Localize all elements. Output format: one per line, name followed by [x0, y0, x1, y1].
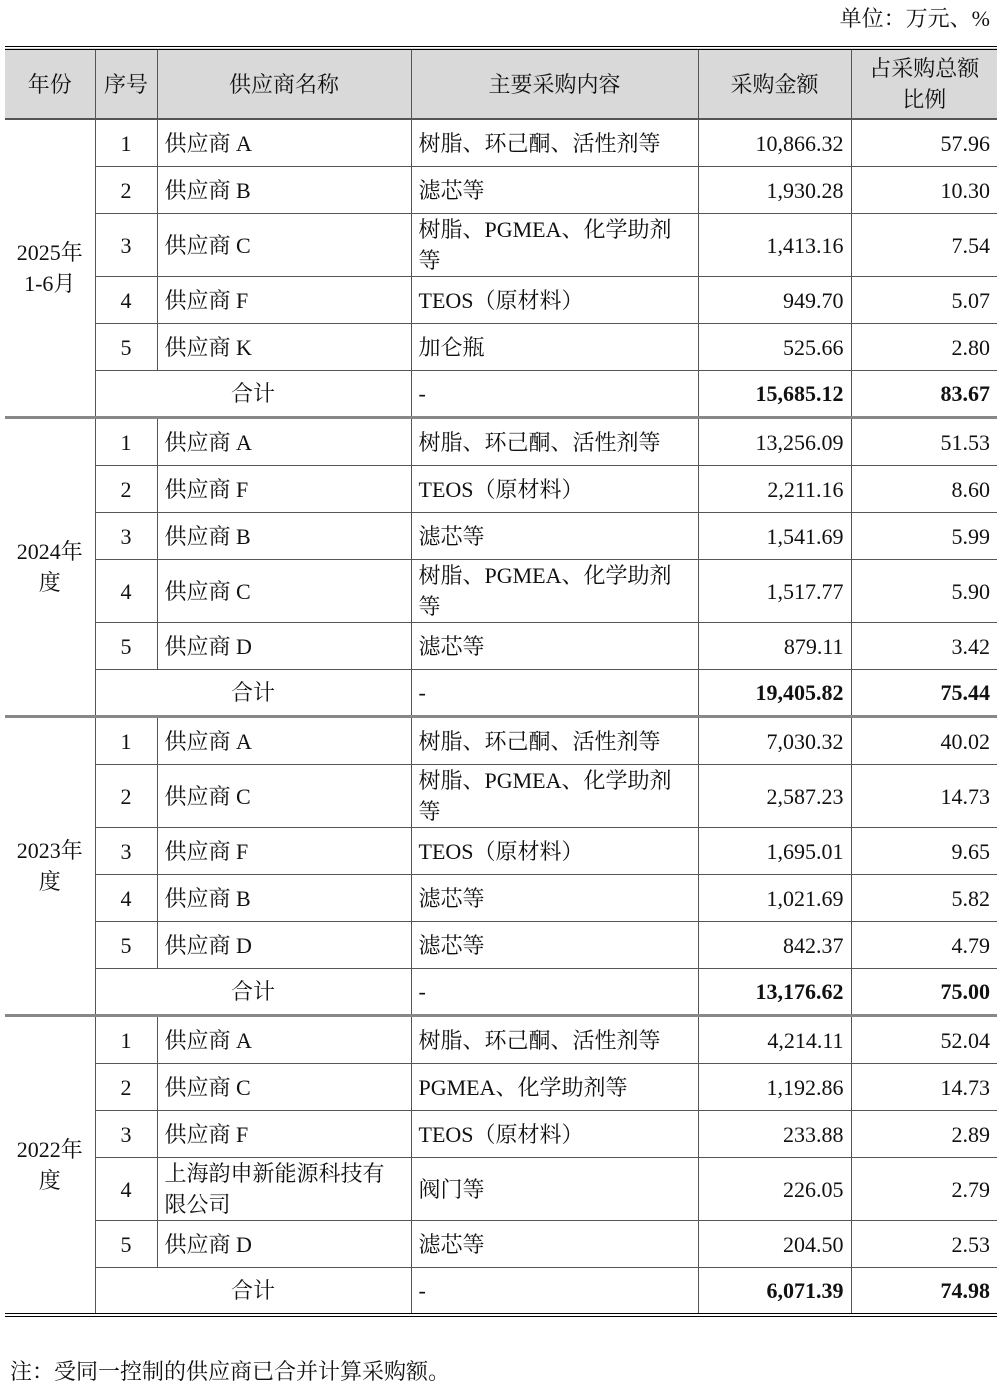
- supplier-cell: 供应商 B: [157, 167, 411, 214]
- supplier-cell: 供应商 A: [157, 119, 411, 167]
- total-content: -: [411, 670, 698, 717]
- supplier-cell: 供应商 D: [157, 922, 411, 969]
- content-cell: 树脂、PGMEA、化学助剂等: [411, 765, 698, 828]
- seq-cell: 4: [95, 1158, 157, 1221]
- table-row: [5, 717, 997, 765]
- total-row: [5, 1268, 997, 1316]
- supplier-cell: 供应商 F: [157, 277, 411, 324]
- amount-cell: 525.66: [698, 324, 851, 371]
- ratio-cell: 10.30: [851, 167, 997, 214]
- ratio-cell: 2.80: [851, 324, 997, 371]
- seq-cell: 2: [95, 765, 157, 828]
- ratio-cell: 51.53: [851, 418, 997, 466]
- seq-cell: 3: [95, 1111, 157, 1158]
- amount-cell: 1,930.28: [698, 167, 851, 214]
- seq-cell: 3: [95, 513, 157, 560]
- content-cell: 树脂、环己酮、活性剂等: [411, 418, 698, 466]
- seq-cell: 2: [95, 1064, 157, 1111]
- ratio-cell: 5.90: [851, 560, 997, 623]
- header-ratio: 占采购总额比例: [851, 48, 997, 119]
- supplier-cell: 供应商 F: [157, 828, 411, 875]
- seq-cell: 5: [95, 1221, 157, 1268]
- seq-cell: 5: [95, 623, 157, 670]
- seq-cell: 1: [95, 717, 157, 765]
- content-cell: 滤芯等: [411, 922, 698, 969]
- amount-cell: 949.70: [698, 277, 851, 324]
- ratio-cell: 5.82: [851, 875, 997, 922]
- total-content: -: [411, 371, 698, 418]
- content-cell: 树脂、环己酮、活性剂等: [411, 1016, 698, 1064]
- table-row: [5, 623, 997, 670]
- ratio-cell: 5.99: [851, 513, 997, 560]
- table-row: [5, 1111, 997, 1158]
- supplier-cell: 供应商 A: [157, 717, 411, 765]
- table-header-row: [5, 48, 997, 119]
- total-content: -: [411, 1268, 698, 1316]
- seq-cell: 4: [95, 277, 157, 324]
- amount-cell: 879.11: [698, 623, 851, 670]
- amount-cell: 10,866.32: [698, 119, 851, 167]
- seq-cell: 1: [95, 418, 157, 466]
- total-content: -: [411, 969, 698, 1016]
- header-amount: 采购金额: [698, 48, 851, 119]
- ratio-cell: 2.89: [851, 1111, 997, 1158]
- table-row: [5, 560, 997, 623]
- ratio-cell: 4.79: [851, 922, 997, 969]
- ratio-cell: 3.42: [851, 623, 997, 670]
- supplier-cell: 供应商 D: [157, 1221, 411, 1268]
- amount-cell: 1,192.86: [698, 1064, 851, 1111]
- supplier-cell: 供应商 C: [157, 765, 411, 828]
- seq-cell: 5: [95, 922, 157, 969]
- content-cell: TEOS（原材料）: [411, 1111, 698, 1158]
- amount-cell: 226.05: [698, 1158, 851, 1221]
- ratio-cell: 7.54: [851, 214, 997, 277]
- amount-cell: 842.37: [698, 922, 851, 969]
- supplier-cell: 供应商 F: [157, 466, 411, 513]
- table-row: [5, 828, 997, 875]
- ratio-cell: 14.73: [851, 765, 997, 828]
- content-cell: 树脂、PGMEA、化学助剂等: [411, 560, 698, 623]
- amount-cell: 7,030.32: [698, 717, 851, 765]
- ratio-cell: 2.79: [851, 1158, 997, 1221]
- total-label: 合计: [95, 969, 411, 1016]
- table-row: [5, 214, 997, 277]
- supplier-cell: 上海韵申新能源科技有限公司: [157, 1158, 411, 1221]
- table-row: [5, 418, 997, 466]
- ratio-cell: 9.65: [851, 828, 997, 875]
- content-cell: 阀门等: [411, 1158, 698, 1221]
- year-cell: 2022年度: [5, 1016, 95, 1316]
- seq-cell: 5: [95, 324, 157, 371]
- total-ratio: 74.98: [851, 1268, 997, 1316]
- content-cell: 滤芯等: [411, 1221, 698, 1268]
- amount-cell: 4,214.11: [698, 1016, 851, 1064]
- total-label: 合计: [95, 1268, 411, 1316]
- supplier-cell: 供应商 B: [157, 513, 411, 560]
- amount-cell: 1,021.69: [698, 875, 851, 922]
- supplier-purchase-table: [5, 46, 997, 1317]
- content-cell: 滤芯等: [411, 167, 698, 214]
- table-body: [5, 119, 997, 1315]
- table-row: [5, 466, 997, 513]
- amount-cell: 1,517.77: [698, 560, 851, 623]
- footnote: 注：受同一控制的供应商已合并计算采购额。: [10, 1359, 451, 1384]
- header-seq: 序号: [95, 48, 157, 119]
- ratio-cell: 14.73: [851, 1064, 997, 1111]
- supplier-cell: 供应商 A: [157, 418, 411, 466]
- seq-cell: 3: [95, 828, 157, 875]
- header-content: 主要采购内容: [411, 48, 698, 119]
- content-cell: TEOS（原材料）: [411, 277, 698, 324]
- total-row: [5, 670, 997, 717]
- total-ratio: 83.67: [851, 371, 997, 418]
- table-row: [5, 324, 997, 371]
- seq-cell: 3: [95, 214, 157, 277]
- amount-cell: 2,211.16: [698, 466, 851, 513]
- content-cell: TEOS（原材料）: [411, 828, 698, 875]
- content-cell: 加仑瓶: [411, 324, 698, 371]
- content-cell: 树脂、环己酮、活性剂等: [411, 119, 698, 167]
- total-ratio: 75.44: [851, 670, 997, 717]
- ratio-cell: 52.04: [851, 1016, 997, 1064]
- table-row: [5, 922, 997, 969]
- total-amount: 13,176.62: [698, 969, 851, 1016]
- table-row: [5, 1158, 997, 1221]
- total-row: [5, 969, 997, 1016]
- supplier-cell: 供应商 D: [157, 623, 411, 670]
- year-cell: 2023年度: [5, 717, 95, 1016]
- table-row: [5, 277, 997, 324]
- content-cell: 滤芯等: [411, 513, 698, 560]
- total-amount: 19,405.82: [698, 670, 851, 717]
- ratio-cell: 5.07: [851, 277, 997, 324]
- year-cell: 2025年1-6月: [5, 119, 95, 418]
- table-row: [5, 167, 997, 214]
- supplier-cell: 供应商 C: [157, 560, 411, 623]
- amount-cell: 204.50: [698, 1221, 851, 1268]
- total-label: 合计: [95, 670, 411, 717]
- seq-cell: 4: [95, 560, 157, 623]
- table-row: [5, 1016, 997, 1064]
- seq-cell: 1: [95, 119, 157, 167]
- content-cell: 树脂、环己酮、活性剂等: [411, 717, 698, 765]
- header-year: 年份: [5, 48, 95, 119]
- total-amount: 6,071.39: [698, 1268, 851, 1316]
- seq-cell: 1: [95, 1016, 157, 1064]
- content-cell: PGMEA、化学助剂等: [411, 1064, 698, 1111]
- table-row: [5, 119, 997, 167]
- ratio-cell: 57.96: [851, 119, 997, 167]
- seq-cell: 4: [95, 875, 157, 922]
- table-row: [5, 513, 997, 560]
- total-ratio: 75.00: [851, 969, 997, 1016]
- amount-cell: 1,541.69: [698, 513, 851, 560]
- amount-cell: 1,413.16: [698, 214, 851, 277]
- content-cell: 滤芯等: [411, 875, 698, 922]
- year-cell: 2024年度: [5, 418, 95, 717]
- seq-cell: 2: [95, 167, 157, 214]
- ratio-cell: 2.53: [851, 1221, 997, 1268]
- table-row: [5, 1064, 997, 1111]
- total-label: 合计: [95, 371, 411, 418]
- supplier-cell: 供应商 F: [157, 1111, 411, 1158]
- supplier-cell: 供应商 B: [157, 875, 411, 922]
- seq-cell: 2: [95, 466, 157, 513]
- amount-cell: 13,256.09: [698, 418, 851, 466]
- unit-label: 单位：万元、%: [839, 6, 990, 31]
- table-row: [5, 875, 997, 922]
- header-supplier: 供应商名称: [157, 48, 411, 119]
- ratio-cell: 40.02: [851, 717, 997, 765]
- total-row: [5, 371, 997, 418]
- amount-cell: 1,695.01: [698, 828, 851, 875]
- table-row: [5, 765, 997, 828]
- content-cell: TEOS（原材料）: [411, 466, 698, 513]
- ratio-cell: 8.60: [851, 466, 997, 513]
- supplier-cell: 供应商 C: [157, 1064, 411, 1111]
- table-row: [5, 1221, 997, 1268]
- supplier-cell: 供应商 C: [157, 214, 411, 277]
- supplier-cell: 供应商 A: [157, 1016, 411, 1064]
- total-amount: 15,685.12: [698, 371, 851, 418]
- supplier-cell: 供应商 K: [157, 324, 411, 371]
- amount-cell: 233.88: [698, 1111, 851, 1158]
- content-cell: 树脂、PGMEA、化学助剂等: [411, 214, 698, 277]
- content-cell: 滤芯等: [411, 623, 698, 670]
- amount-cell: 2,587.23: [698, 765, 851, 828]
